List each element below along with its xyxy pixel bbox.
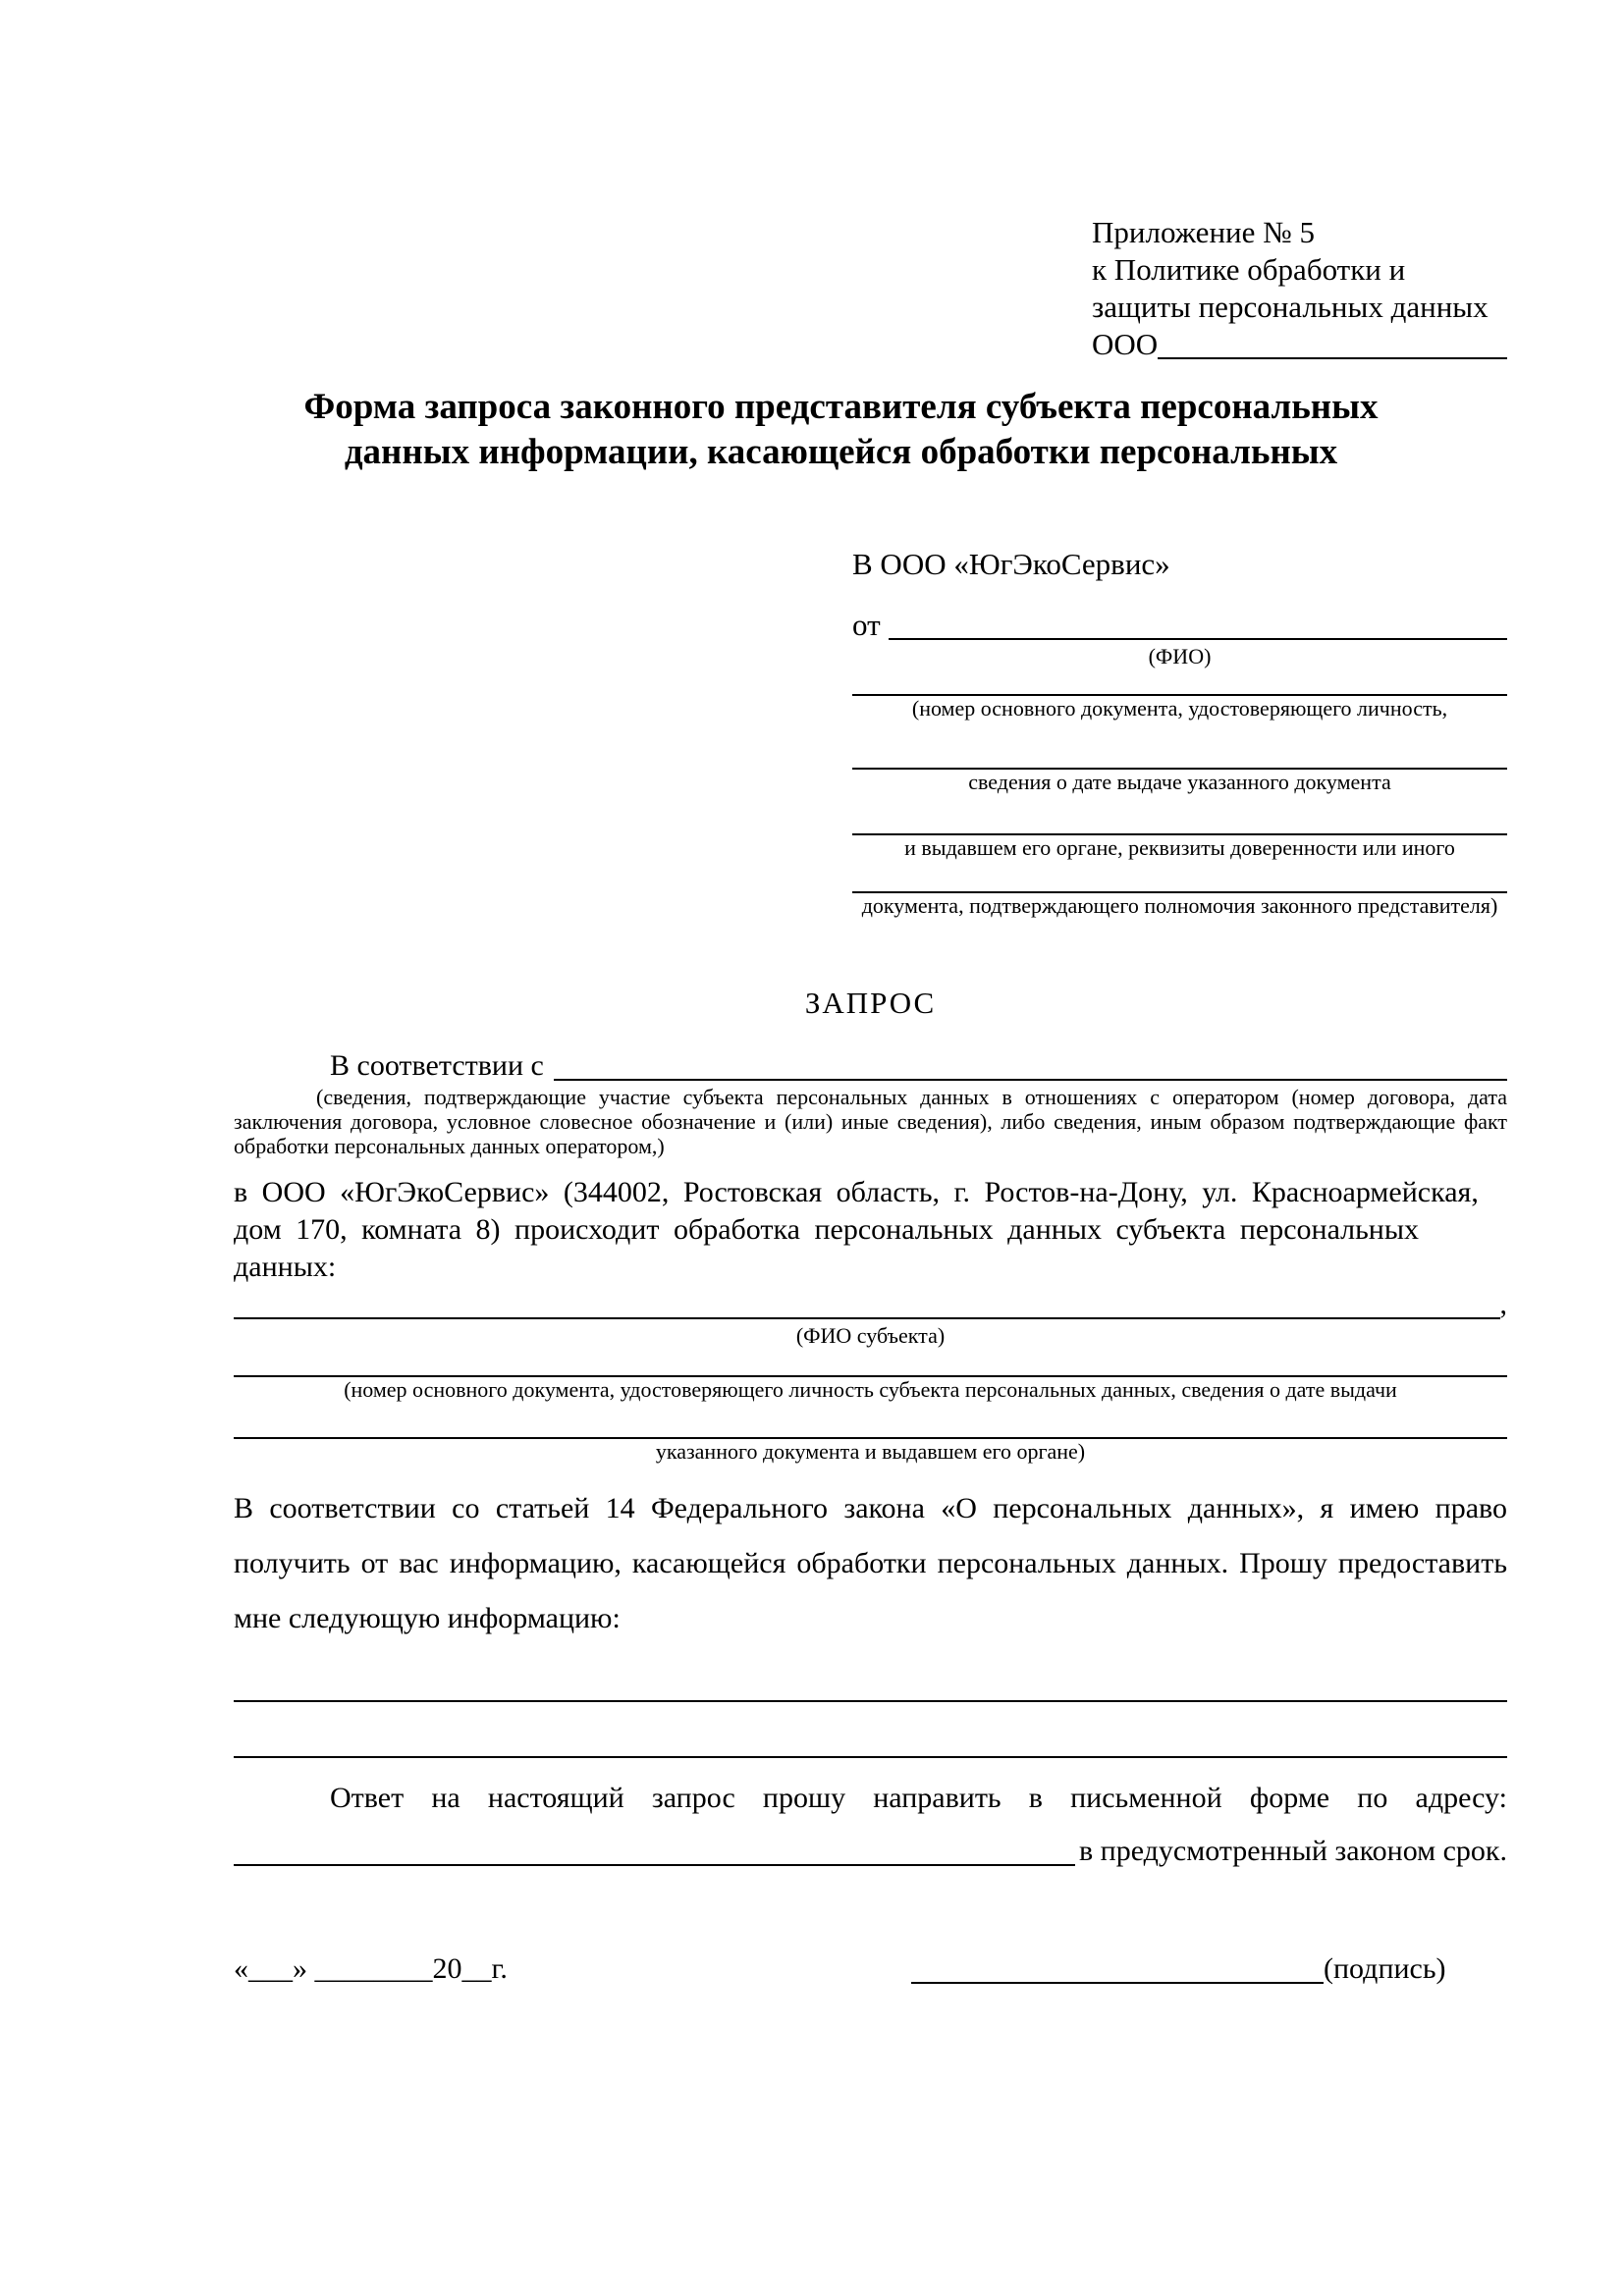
addressee-blank-line-4 [852, 860, 1507, 893]
doc-caption-4: документа, подтверждающего полномочия законного представителя) [861, 893, 1498, 918]
accordance-blank-line [554, 1079, 1507, 1081]
subject-doc-caption-2: указанного документа и выдавшем его органе) [655, 1439, 1086, 1464]
law-paragraph: В соответствии со статьей 14 Федерального закона «О персональных данных», я имею право получить от вас информацию, касающейся обработки персональных данных. Прошу предоставить мне следующую информацию: [234, 1492, 1507, 1634]
addressee-blank-line-2 [852, 721, 1507, 770]
subject-fio-row [234, 1286, 1507, 1323]
answer-paragraph: Ответ на настоящий запрос прошу направить в письменной форме по адресу: [330, 1782, 1507, 1814]
from-row [852, 607, 1507, 644]
accordance-note: (сведения, подтверждающие участие субъекта персональных данных в отношениях с оператором (номер договора, дата заключения договора, условное словесное обозначение и (или) иные сведения), либо сведения, иным образом подтверждающие факт обработки персональных данных оператором,) [234, 1085, 1507, 1158]
fio-caption: (ФИО) [1148, 644, 1212, 668]
date-line: «___» ________20__г. [234, 1952, 508, 1985]
subject-fio-blank-line [234, 1317, 1500, 1319]
subject-doc-blank-line-1 [234, 1348, 1507, 1377]
appendix-ooo-row [1092, 326, 1507, 363]
doc-caption-1: (номер основного документа, удостоверяющего личность, [911, 696, 1448, 721]
address-blank-line [234, 1864, 1075, 1866]
doc-caption-2: сведения о дате выдаче указанного документа [968, 770, 1391, 794]
subject-line-comma: , [1499, 1288, 1507, 1320]
subject-doc-blank-line-2 [234, 1402, 1507, 1439]
signature-group [911, 1950, 1486, 1988]
form-title-line-2: данных информации, касающейся обработки персональных [344, 432, 1338, 472]
answer-suffix: в предусмотренный законом срок. [1079, 1835, 1507, 1867]
accordance-row [234, 1047, 1507, 1085]
signature-blank-line [911, 1982, 1324, 1984]
appendix-ooo-label: ООО [1092, 327, 1159, 361]
address-row [234, 1833, 1507, 1870]
doc-caption-3: и выдавшем его органе, реквизиты доверенности или иного [904, 835, 1455, 860]
footer-row [234, 1950, 1507, 1988]
request-heading: ЗАПРОС [804, 986, 937, 1020]
form-title-line-1: Форма запроса законного представителя субъекта персональных [303, 387, 1379, 427]
signature-caption: (подпись) [1324, 1952, 1446, 1985]
accordance-label: В соответствии с [330, 1049, 544, 1082]
from-blank-line [889, 638, 1507, 640]
addressee-blank-line-1 [852, 668, 1507, 696]
from-label: от [852, 608, 881, 642]
subject-fio-caption: (ФИО субъекта) [795, 1323, 946, 1348]
subject-doc-caption-1: (номер основного документа, удостоверяющего личность субъекта персональных данных, сведения о дате выдачи [344, 1377, 1397, 1402]
info-blank-line-1 [234, 1700, 1507, 1702]
appendix-line-3: защиты персональных данных [1092, 290, 1489, 324]
form-title [234, 385, 1507, 475]
addressee-blank-line-3 [852, 794, 1507, 835]
appendix-ooo-blank-line [1158, 357, 1507, 359]
appendix-line-1: Приложение № 5 [1092, 215, 1315, 249]
processing-paragraph: в ООО «ЮгЭкоСервис» (344002, Ростовская область, г. Ростов-на-Дону, ул. Красноармейская, дом 170, комната 8) происходит обработка персональных данных субъекта персональных данных: [234, 1176, 1479, 1283]
appendix-block [1092, 214, 1507, 363]
addressee-to: В ООО «ЮгЭкоСервис» [852, 547, 1170, 581]
addressee-block [852, 546, 1507, 918]
appendix-line-2: к Политике обработки и [1092, 252, 1406, 287]
info-blank-line-2 [234, 1756, 1507, 1758]
